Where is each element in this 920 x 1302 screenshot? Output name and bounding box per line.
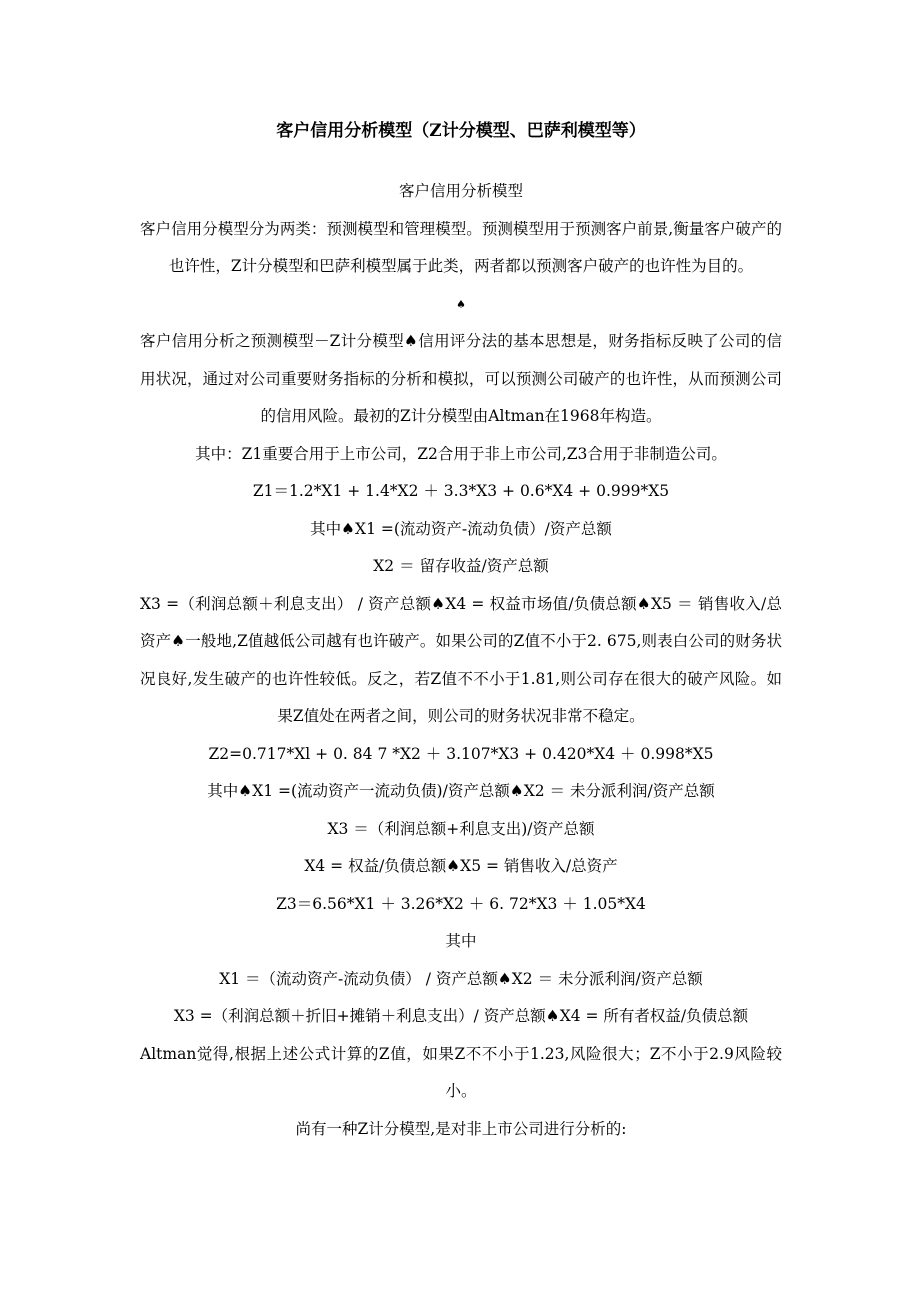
definition-line: X4 = 权益/负债总额♠X5 = 销售收入/总资产 (304, 857, 618, 875)
paragraph-altman-conclusion: Altman觉得,根据上述公式计算的Z值，如果Z不不小于1.23,风险很大；Z不小于2.9风险较小。 (140, 1044, 782, 1100)
definition-line: X2 ＝ 留存收益/资产总额 (373, 557, 549, 575)
paragraph-scope: 其中：Z1重要合用于上市公司，Z2合用于非上市公司,Z3合用于非制造公司。 (195, 444, 727, 463)
formula-z3: Z3＝6.56*X1 ＋ 3.26*X2 ＋ 6. 72*X3 ＋ 1.05*X4 (276, 894, 646, 913)
formula-z1: Z1＝1.2*X1 + 1.4*X2 ＋ 3.3*X3 + 0.6*X4 + 0.999*X5 (252, 482, 670, 500)
definition-heading: 其中 (445, 932, 477, 950)
definition-line: 其中♠X1 =(流动资产-流动负债）/资产总额 (310, 519, 612, 538)
bullet-symbol: ♠ (456, 297, 466, 311)
paragraph-non-listed: 尚有一种Z计分模型,是对非上市公司进行分析的: (295, 1119, 627, 1138)
paragraph-z-model: 客户信用分析之预测模型－Z计分模型♠信用评分法的基本思想是，财务指标反映了公司的信用状况，通过对公司重要财务指标的分析和模拟，可以预测公司破产的也许性，从而预测公司的信用风险。最初的Z计分模型由Altman在1968年构造。 (140, 332, 782, 425)
definition-line: X3 =（利润总额＋折旧+摊销＋利息支出）/ 资产总额♠X4 = 所有者权益/负债总额 (173, 1007, 749, 1025)
definition-line: X1 ＝（流动资产-流动负债） / 资产总额♠X2 ＝ 未分派利润/资产总额 (219, 969, 703, 988)
definition-line: X3 ＝（利润总额+利息支出)/资产总额 (327, 819, 595, 838)
document-title: 客户信用分析模型（Z计分模型、巴萨利模型等） (276, 121, 646, 141)
document-body (140, 116, 782, 1148)
definition-line: 其中♠X1 =(流动资产一流动负债)/资产总额♠X2 ＝ 未分派利润/资产总额 (207, 782, 715, 800)
formula-z2: Z2=0.717*Xl + 0. 84 7 *X2 ＋ 3.107*X3 + 0.420*X4 ＋ 0.998*X5 (208, 744, 714, 763)
paragraph-z1-interpretation: X3 =（利润总额＋利息支出） / 资产总额♠X4 = 权益市场值/负债总额♠X5 ＝ 销售收入/总资产♠一般地,Z值越低公司越有也许破产。如果公司的Z值不小于2. 675,则表白公司的财务状况良好,发生破产的也许性较低。反之，若Z值不不小于1.81,则公司存在很大的破产风险。如果Z值处在两者之间，则公司的财务状况非常不稳定。 (140, 594, 782, 725)
paragraph-intro: 客户信用分模型分为两类：预测模型和管理模型。预测模型用于预测客户前景,衡量客户破产的也许性，Z计分模型和巴萨利模型属于此类，两者都以预测客户破产的也许性为目的。 (140, 219, 782, 275)
section-heading: 客户信用分析模型 (398, 182, 523, 200)
